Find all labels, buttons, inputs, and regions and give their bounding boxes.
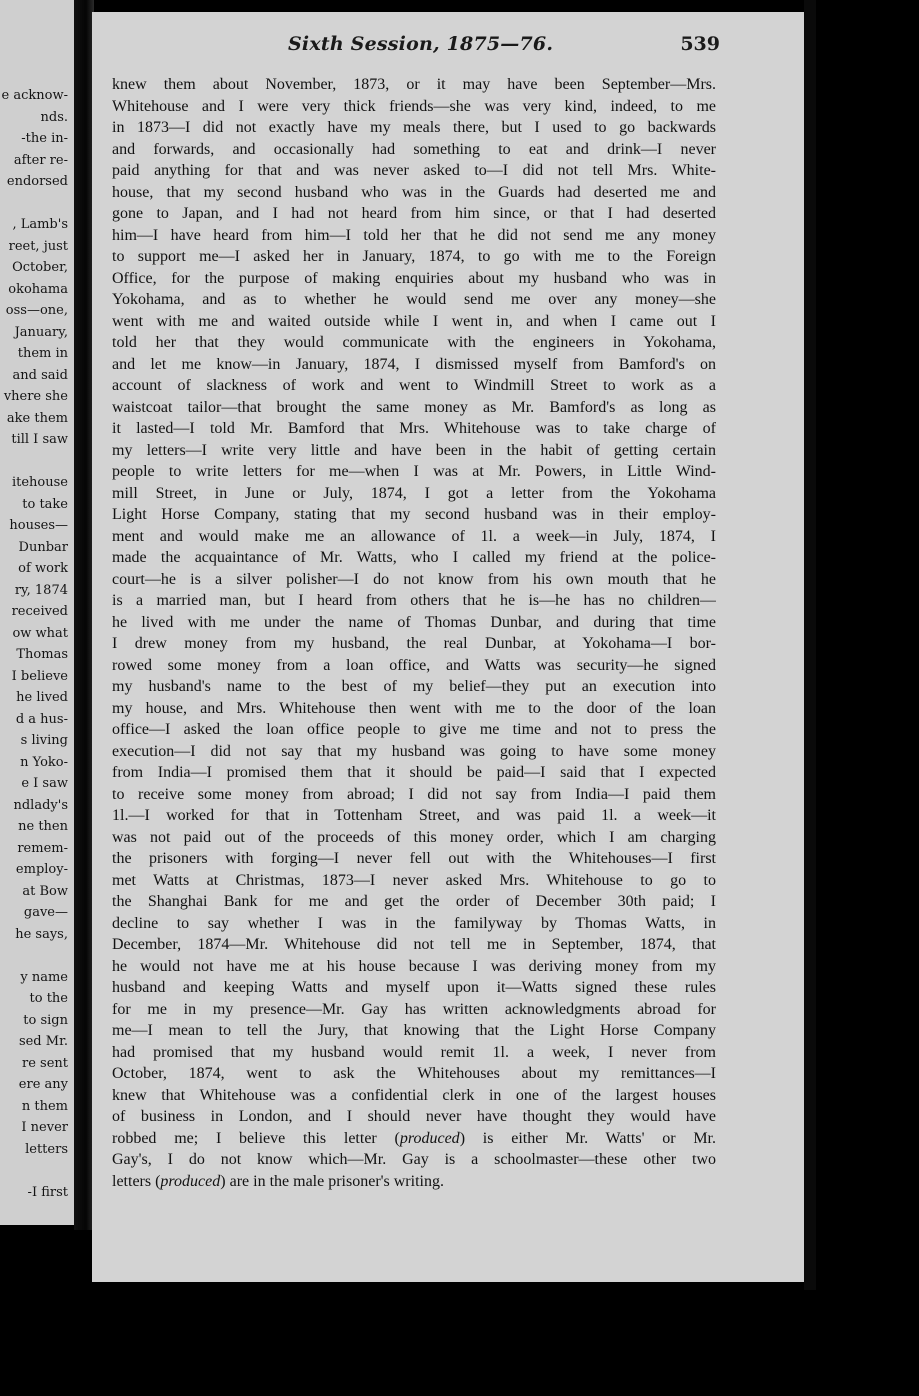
text-line: Office, for the purpose of making enquiries about my husband who was in [112, 269, 716, 287]
text-line: met Watts at Christmas, 1873—I never asked Mrs. Whitehouse to go to [112, 871, 716, 889]
left-page-fragment: endorsed [6, 174, 68, 189]
page-header [92, 33, 720, 57]
text-line: I drew money from my husband, the real Dunbar, at Yokohama—I bor- [112, 635, 716, 652]
left-page-fragment: letters [25, 1141, 68, 1157]
left-page-fragment: he says, [15, 926, 68, 942]
text-line: execution—I did not say that my husband was going to have some money [112, 742, 716, 760]
text-line: waistcoat tailor—that brought the same money as Mr. Bamford's as long as [112, 398, 716, 416]
left-page-fragment: okohama [8, 281, 68, 297]
text-line: court—he is a silver polisher—I do not know from his own mouth that he [112, 570, 716, 588]
left-page-fragment: after re- [13, 152, 68, 168]
text-line: in 1873—I did not exactly have my meals there, but I used to go backwards [112, 119, 716, 136]
text-line: made the acquaintance of Mr. Watts, who I called my friend at the police- [112, 549, 716, 566]
text-line: is a married man, but I heard from others that he is—he has no children— [112, 592, 716, 609]
text-line: house, that my second husband who was in the Guards had deserted me and [112, 183, 716, 201]
text-line: it lasted—I told Mr. Bamford that Mrs. Whitehouse was to take charge of [112, 420, 716, 437]
left-page-fragment: gave— [23, 905, 68, 920]
left-page-fragment: e acknow- [1, 88, 68, 103]
left-page-fragment: ere any [18, 1077, 68, 1092]
left-page-fragment: s living [20, 733, 68, 748]
left-page-fragment: employ- [15, 862, 68, 877]
text-line: decline to say whether I was in the familyway by Thomas Watts, in [112, 914, 716, 932]
left-page-fragment: e I saw [21, 776, 68, 791]
text-line: Light Horse Company, stating that my second husband was in their employ- [112, 506, 716, 523]
left-page-fragment: -the in- [21, 131, 68, 146]
left-page-fragment: nds. [40, 109, 68, 125]
left-page-fragment: received [11, 604, 68, 619]
text-line: 1l.—I worked for that in Tottenham Street, and was paid 1l. a week—it [112, 807, 716, 824]
book-gutter [74, 0, 94, 1230]
left-page-fragment: itehouse [11, 475, 68, 490]
left-page-fragment: and said [12, 367, 68, 383]
text-line: him—I have heard from him—I told her that he did not send me any money [112, 226, 716, 244]
page-edge-shadow [804, 0, 816, 1290]
text-line: had promised that my husband would remit 1l. a week, I never from [112, 1043, 716, 1061]
left-page-fragment: them in [17, 346, 68, 361]
left-page-fragment: to take [22, 496, 68, 512]
left-page-fragment: y name [20, 969, 68, 985]
left-page-fragment: re sent [21, 1055, 68, 1071]
page-number: 539 [680, 33, 720, 55]
left-page-fragment: , Lamb's [12, 217, 68, 232]
left-page-fragment: to sign [23, 1012, 68, 1028]
text-line: letters (produced) are in the male prisoner's writing. [112, 1172, 444, 1190]
text-line: me—I mean to tell the Jury, that knowing that the Light Horse Company [112, 1022, 716, 1039]
text-line: October, 1874, went to ask the Whitehouses about my remittances—I [112, 1065, 716, 1082]
text-line: to receive some money from abroad; I did not say from India—I paid them [112, 785, 716, 803]
left-page-fragment: n them [21, 1098, 68, 1114]
text-line: knew that Whitehouse was a confidential clerk in one of the largest houses [112, 1086, 716, 1104]
left-page-fragment: n Yoko- [20, 754, 68, 770]
left-page-fragment: I believe [11, 668, 68, 684]
text-line: gone to Japan, and I had not heard from him since, or that I had deserted [112, 205, 716, 222]
left-page-fragment: ry, 1874 [14, 582, 68, 598]
left-page-fragment: October, [12, 260, 68, 275]
left-page-fragment: sed Mr. [18, 1034, 68, 1049]
left-page-fragment: Thomas [16, 647, 68, 662]
text-line: ment and would make me an allowance of 1l. a week—in July, 1874, I [112, 527, 716, 545]
text-line: Gay's, I do not know which—Mr. Gay is a schoolmaster—these other two [112, 1151, 716, 1168]
text-line: told her that they would communicate with the engineers in Yokohama, [112, 334, 716, 351]
text-line: rowed some money from a loan office, and Watts was security—he signed [112, 656, 716, 674]
left-page-fragment: Dunbar [18, 539, 68, 555]
text-line: was not paid out of the proceeds of this money order, which I am charging [112, 828, 716, 846]
text-line: he would not have me at his house because I was deriving money from my [112, 957, 716, 975]
left-page-fragment: I never [21, 1120, 68, 1135]
left-page-fragment: till I saw [11, 432, 68, 447]
text-line: went with me and waited outside while I went in, and when I came out I [112, 312, 716, 330]
text-line: knew them about November, 1873, or it may have been September—Mrs. [112, 76, 716, 93]
text-line: paid anything for that and was never asked to—I did not tell Mrs. White- [112, 162, 716, 179]
left-page-fragment: oss—one, [5, 303, 68, 318]
left-page-fragment: ndlady's [13, 797, 68, 813]
left-page-fragment: reet, just [8, 238, 68, 254]
left-page-fragment: ow what [12, 625, 68, 641]
text-line: Yokohama, and as to whether he would send me over any money—she [112, 291, 716, 308]
text-line: my house, and Mrs. Whitehouse then went with me to the door of the loan [112, 699, 716, 717]
left-page-fragment: he lived [16, 690, 68, 705]
left-page-fragment: -I first [27, 1184, 68, 1200]
text-line: of business in London, and I should never have thought they would have [112, 1108, 716, 1125]
text-line: December, 1874—Mr. Whitehouse did not tell me in September, 1874, that [112, 936, 716, 953]
text-line: from India—I promised them that it should be paid—I said that I expected [112, 764, 716, 781]
text-line: mill Street, in June or July, 1874, I got a letter from the Yokohama [112, 484, 716, 502]
text-line: my husband's name to the best of my belief—they put an execution into [112, 678, 716, 695]
left-page-fragment: houses— [9, 518, 68, 533]
text-line: for me in my presence—Mr. Gay has written acknowledgments abroad for [112, 1000, 716, 1018]
body-text [112, 74, 716, 1192]
facing-left-page [0, 0, 74, 1225]
text-line: account of slackness of work and went to Windmill Street to work as a [112, 377, 716, 394]
left-page-fragment: vhere she [3, 389, 68, 404]
text-line: and forwards, and occasionally had something to eat and drink—I never [112, 140, 716, 158]
text-line: the Shanghai Bank for me and get the order of December 30th paid; I [112, 893, 716, 910]
text-line: he lived with me under the name of Thomas Dunbar, and during that time [112, 613, 716, 631]
text-line: and let me know—in January, 1874, I dismissed myself from Bamford's on [112, 355, 716, 373]
text-line: husband and keeping Watts and myself upon it—Watts signed these rules [112, 979, 716, 996]
left-page-fragment: of work [18, 561, 68, 576]
left-page-fragment: ne then [18, 819, 68, 834]
text-line: the prisoners with forging—I never fell out with the Whitehouses—I first [112, 850, 716, 867]
text-line: people to write letters for me—when I was at Mr. Powers, in Little Wind- [112, 463, 716, 480]
left-page-fragment: at Bow [22, 883, 68, 899]
running-head: Sixth Session, 1875—76. [288, 33, 554, 55]
left-page-fragment: remem- [17, 840, 68, 856]
text-line: my letters—I write very little and have been in the habit of getting certain [112, 441, 716, 459]
left-page-fragment: to the [29, 991, 68, 1006]
left-page-fragment: ake them [6, 410, 68, 426]
left-page-fragment: d a hus- [15, 711, 68, 727]
text-line: robbed me; I believe this letter (produced) is either Mr. Watts' or Mr. [112, 1129, 716, 1147]
left-page-fragment: January, [14, 324, 68, 340]
text-line: office—I asked the loan office people to give me time and not to press the [112, 721, 716, 738]
text-line: to support me—I asked her in January, 1874, to go with me to the Foreign [112, 248, 716, 265]
text-line: Whitehouse and I were very thick friends—she was very kind, indeed, to me [112, 97, 716, 115]
